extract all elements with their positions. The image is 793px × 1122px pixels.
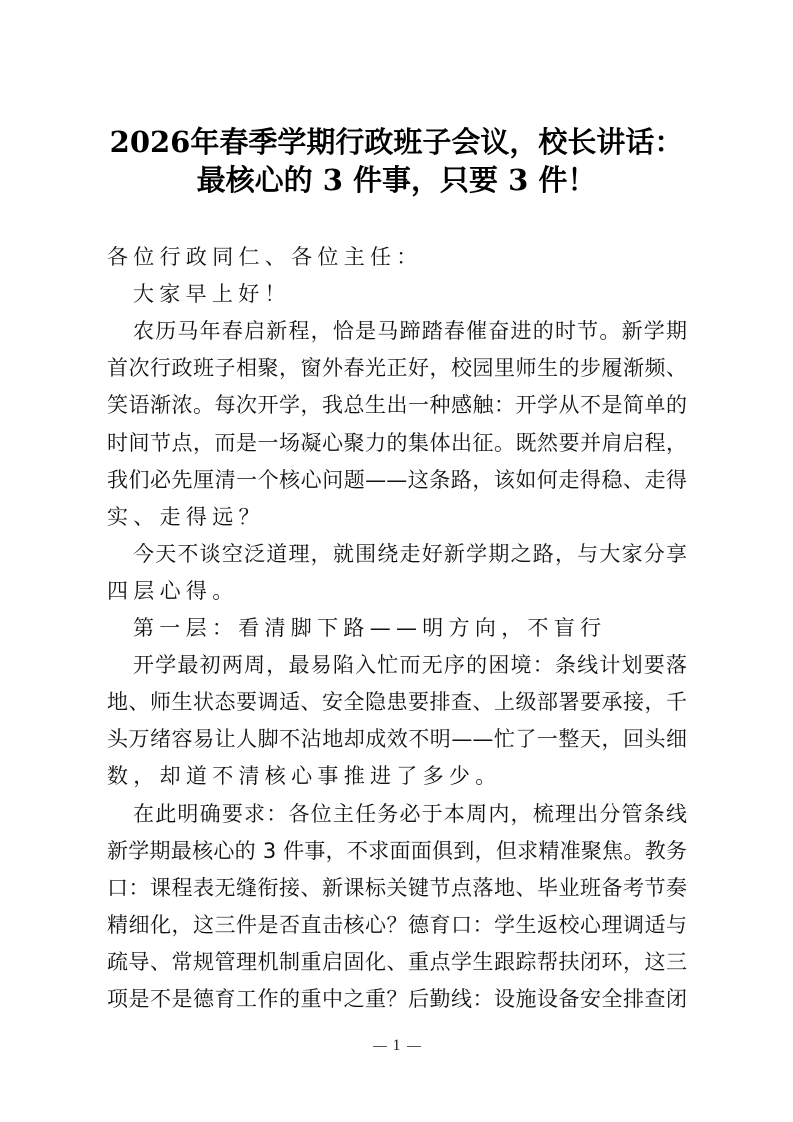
body-text-line: 精细化，这三件是否直击核心？德育口：学生返校心理调适与 bbox=[107, 912, 687, 937]
body-text-line: 首次行政班子相聚，窗外春光正好，校园里师生的步履渐频、 bbox=[107, 356, 687, 381]
page-number: 1 bbox=[392, 1037, 401, 1054]
body-text-line: 新学期最核心的 3 件事，不求面面俱到，但求精准聚焦。教务 bbox=[107, 838, 687, 863]
body-text-line: 大家早上好！ bbox=[133, 282, 291, 307]
body-text-line: 头万绪容易让人脚不沾地却成效不明——忙了一整天，回头细 bbox=[107, 727, 687, 752]
body-text-line: 笑语渐浓。每次开学，我总生出一种感触：开学从不是简单的 bbox=[107, 393, 687, 418]
body-text-line: 在此明确要求：各位主任务必于本周内，梳理出分管条线 bbox=[133, 801, 687, 826]
body-text-line: 农历马年春启新程，恰是马蹄踏春催奋进的时节。新学期 bbox=[133, 319, 687, 344]
body-text-line: 疏导、常规管理机制重启固化、重点学生跟踪帮扶闭环，这三 bbox=[107, 949, 687, 974]
footer-dash-left bbox=[373, 1046, 387, 1047]
document-title-line-2: 最核心的 3 件事，只要 3 件！ bbox=[196, 163, 597, 197]
body-text-line: 四层心得。 bbox=[107, 578, 239, 603]
body-text-line: 地、师生状态要调适、安全隐患要排查、上级部署要承接，千 bbox=[107, 690, 687, 715]
body-text-line: 项是不是德育工作的重中之重？后勤线：设施设备安全排查闭 bbox=[107, 987, 687, 1011]
document-title-line-1: 2026年春季学期行政班子会议，校长讲话： bbox=[109, 125, 684, 159]
body-text-line: 口：课程表无缝衔接、新课标关键节点落地、毕业班备考节奏 bbox=[107, 875, 687, 900]
body-text-line: 开学最初两周，最易陷入忙而无序的困境：条线计划要落 bbox=[133, 653, 687, 678]
page-footer bbox=[0, 1037, 793, 1055]
body-text-line: 今天不谈空泛道理，就围绕走好新学期之路，与大家分享 bbox=[133, 541, 687, 566]
body-text-line: 我们必先厘清一个核心问题——这条路，该如何走得稳、走得 bbox=[107, 467, 687, 492]
body-text-line: 时间节点，而是一场凝心聚力的集体出征。既然要并肩启程， bbox=[107, 430, 687, 455]
body-text-line: 数，却道不清核心事推进了多少。 bbox=[107, 764, 502, 789]
body-text-line: 各位行政同仁、各位主任： bbox=[107, 245, 423, 269]
body-text-line: 第一层：看清脚下路——明方向，不盲行 bbox=[133, 616, 607, 640]
footer-dash-right bbox=[407, 1046, 421, 1047]
body-text-line: 实、走得远？ bbox=[107, 504, 265, 529]
